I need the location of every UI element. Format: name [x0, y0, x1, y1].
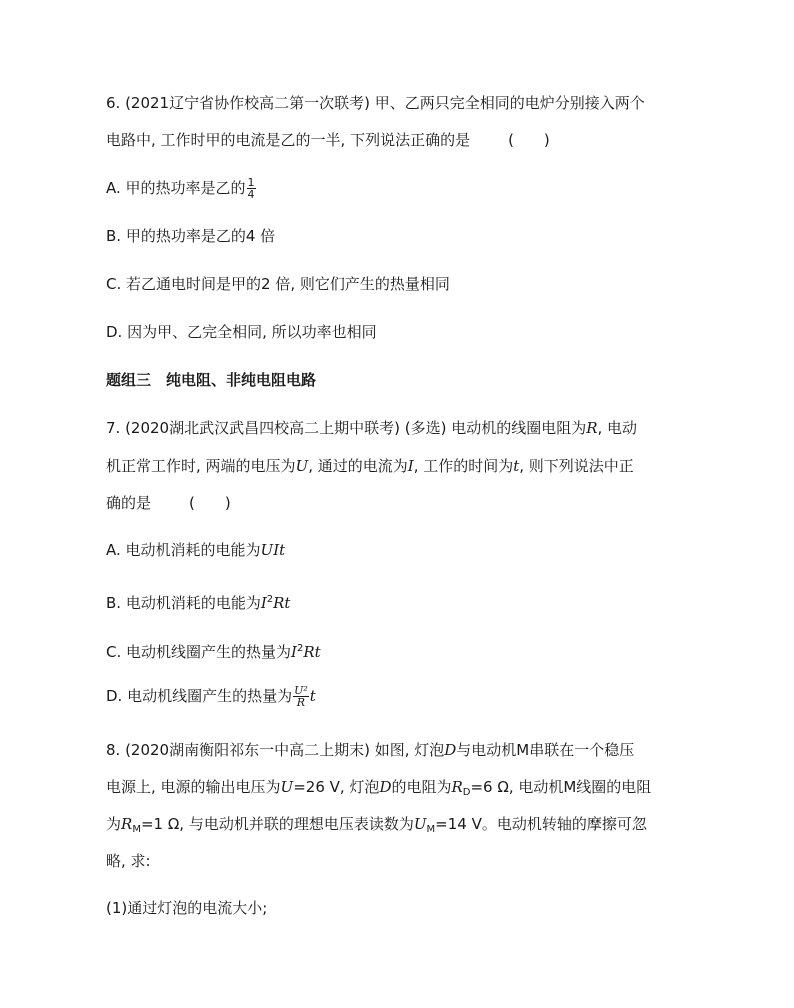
answer-parentheses: ( ) [508, 131, 550, 149]
q7-option-d: D. 电动机线圈产生的热量为 $\frac{\text{U²}}{R}$ t [106, 684, 316, 709]
q8-line-1: 8. (2020湖南衡阳祁东一中高二上期末) 如图, 灯泡D与电动机M串联在一个稳压 [106, 741, 635, 759]
q8-line-2: 电源上, 电源的输出电压为U=26 V, 灯泡D的电阻为$R_D=6$ Ω, 电动机M线圈的电阻 [106, 778, 652, 798]
q6-option-b: B. 甲的热功率是乙的4 倍 [106, 227, 276, 245]
q7-option-c: C. 电动机线圈产生的热量为$I^2Rt$ [106, 643, 321, 661]
q6-line-2: 电路中, 工作时甲的电流是乙的一半, 下列说法正确的是 ( ) [106, 131, 550, 149]
q6-line-1: 6. (2021辽宁省协作校高二第一次联考) 甲、乙两只完全相同的电炉分别接入两个 [106, 94, 645, 112]
section-heading: 题组三 纯电阻、非纯电阻电路 [106, 371, 317, 389]
q7-line-1: 7. (2020湖北武汉武昌四校高二上期中联考) (多选) 电动机的线圈电阻为R, 电动 [106, 419, 638, 437]
fraction: $\frac{\text{U²}}{R}$ [294, 684, 308, 709]
q7-line-3: 确的是 ( ) [106, 494, 231, 512]
q6-option-c: C. 若乙通电时间是甲的2 倍, 则它们产生的热量相同 [106, 275, 450, 293]
q6-option-d: D. 因为甲、乙完全相同, 所以功率也相同 [106, 323, 377, 341]
q8-line-3: 为$R_M=1$ Ω, 与电动机并联的理想电压表读数为$U_M=14$ V。电动机转轴的摩擦可忽 [106, 815, 647, 835]
q7-option-b: B. 电动机消耗的电能为$I^2Rt$ [106, 594, 291, 612]
answer-parentheses: ( ) [189, 494, 231, 512]
q8-line-4: 略, 求: [106, 852, 151, 870]
fraction: $\frac{1}{4}$ [247, 176, 255, 201]
q7-option-a: A. 电动机消耗的电能为UIt [106, 541, 286, 559]
q6-option-a: A. 甲的热功率是乙的 $\frac{1}{4}$ [106, 176, 255, 201]
q7-line-2: 机正常工作时, 两端的电压为U, 通过的电流为I, 工作的时间为t, 则下列说法中正 [106, 457, 634, 475]
q8-subquestion-1: (1)通过灯泡的电流大小; [106, 899, 268, 917]
